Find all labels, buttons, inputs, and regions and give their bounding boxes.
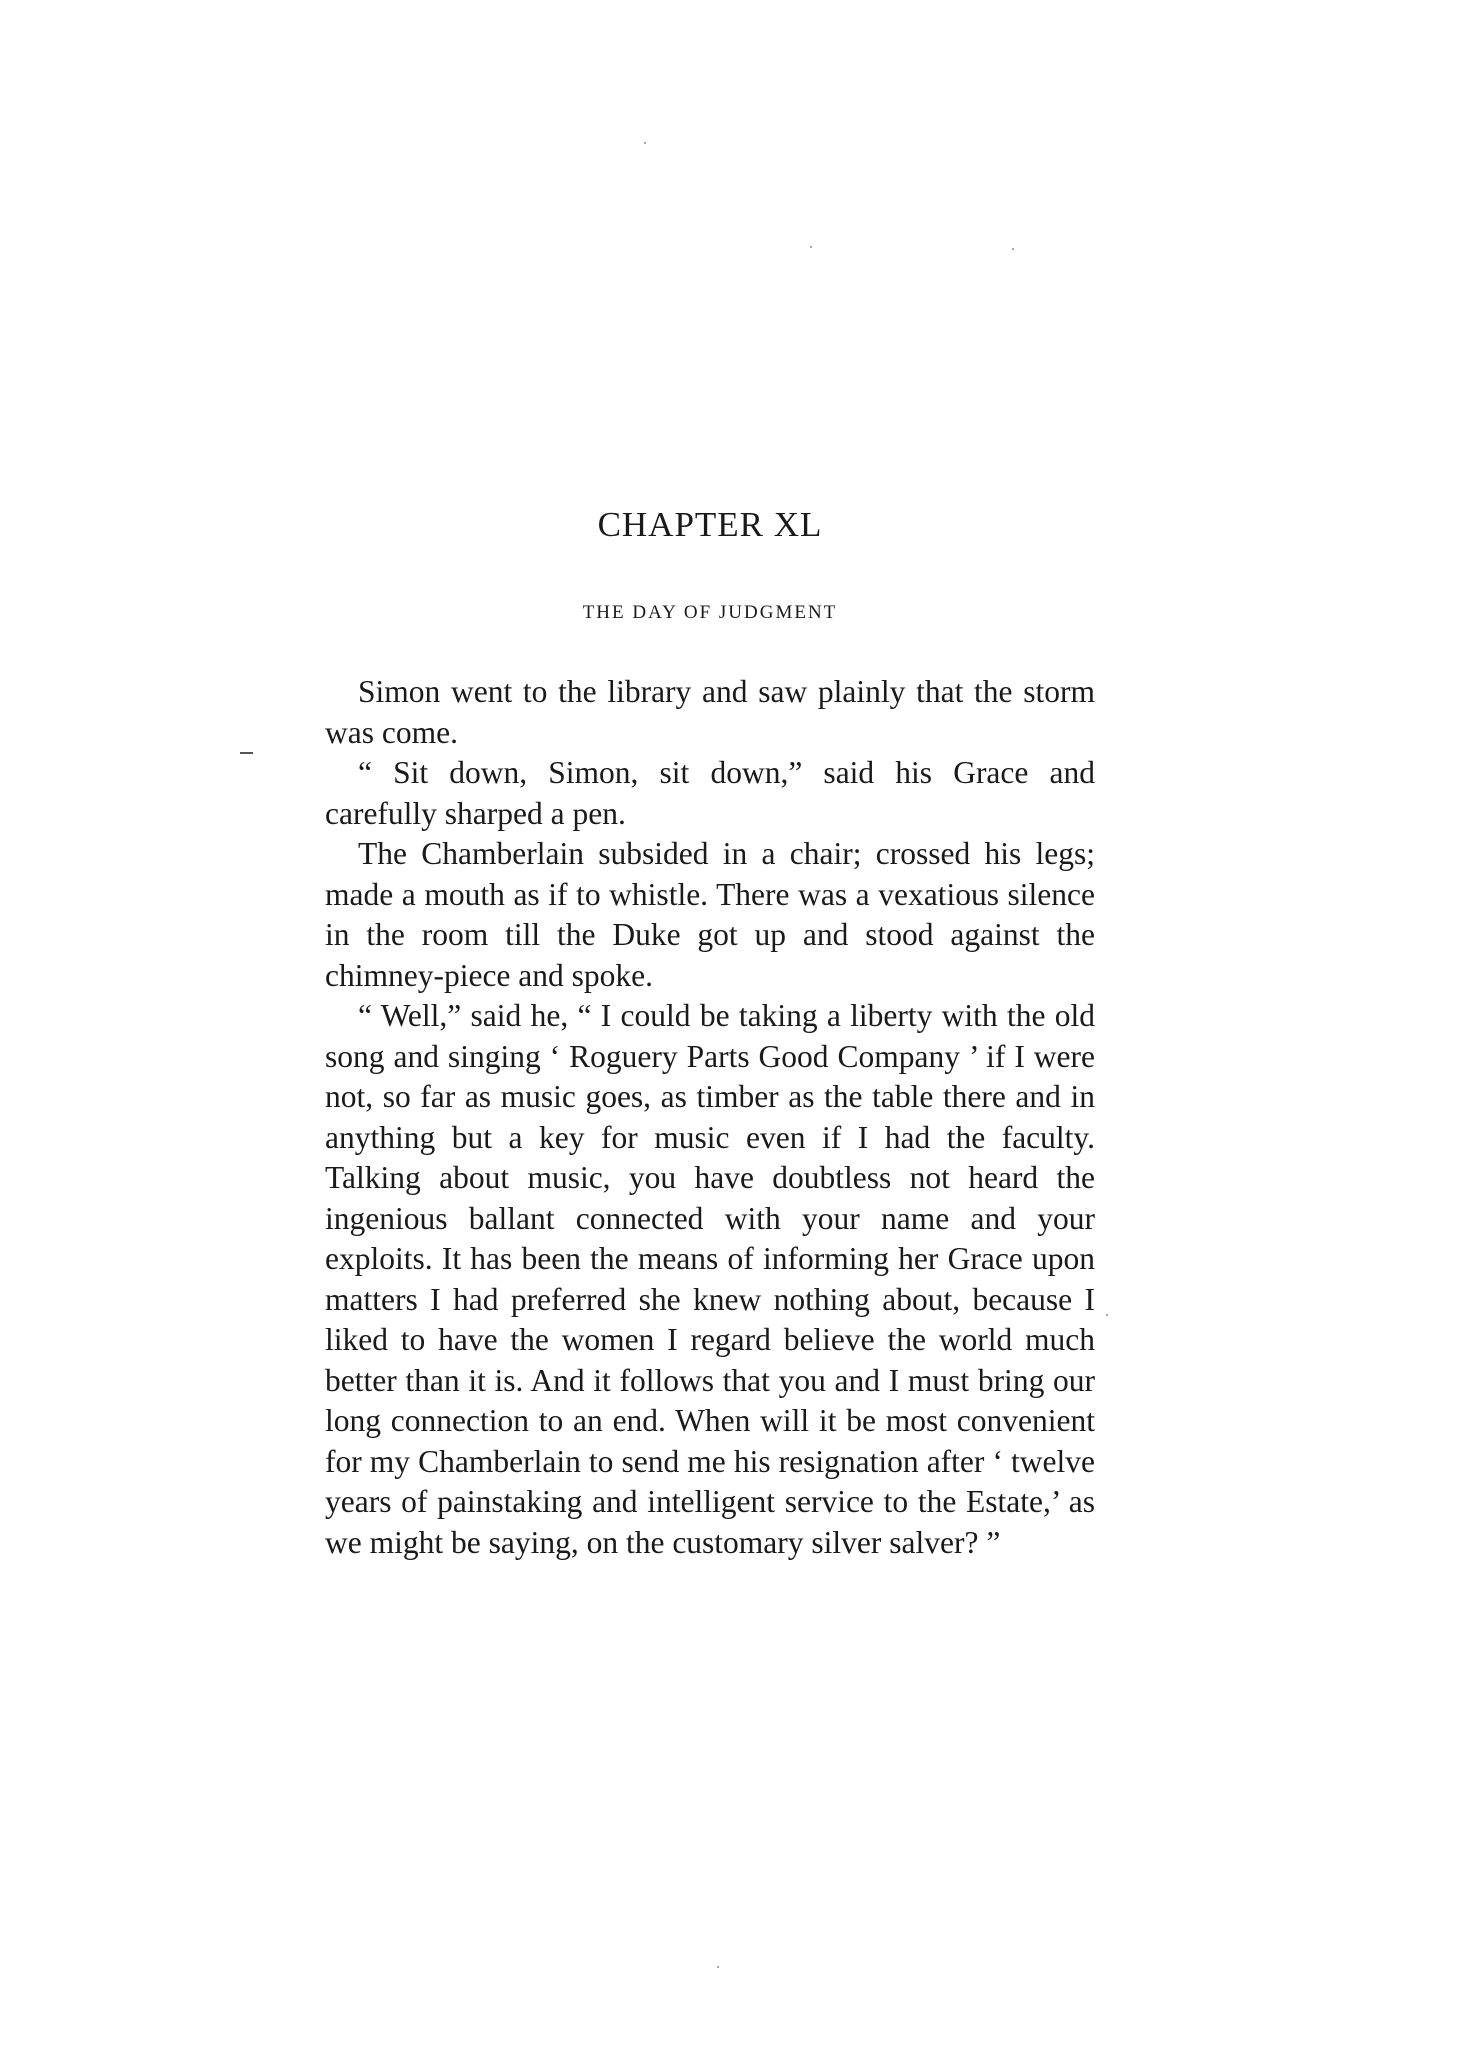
chapter-title: CHAPTER XL <box>597 505 823 544</box>
chapter-subtitle: THE DAY OF JUDGMENT <box>582 602 838 623</box>
paragraph: The Chamberlain subsided in a chair; crossed his legs; made a mouth as if to whistle. There was a vexatious silence in the room till the Duke got up and stood against the chimney-piece and spoke. <box>325 836 1095 993</box>
paragraph: “ Well,” said he, “ I could be taking a liberty with the old song and singing ‘ Roguery Parts Good Company ’ if I were not, so far as music goes, as timber as the table there and in anything but a key for music even if I had the faculty. Talking about music, you have doubtless not heard the ingenious ballant connected with your name and your exploits. It has been the means of informing her Grace upon matters I had preferred she knew nothing about, because I liked to have the women I regard believe the world much better than it is. And it follows that you and I must bring our long connection to an end. When will it be most convenient for my Chamberlain to send me his resignation after ‘ twelve years of painstaking and intelligent service to the Estate,’ as we might be saying, on the customary silver salver? ” <box>325 998 1095 1560</box>
paragraph: “ Sit down, Simon, sit down,” said his Grace and carefully sharped a pen. <box>325 755 1095 831</box>
page-speck <box>1106 1314 1108 1316</box>
page-speck <box>810 246 812 248</box>
page-speck <box>1012 248 1014 250</box>
page-speck <box>644 142 646 144</box>
page-speck <box>717 1966 719 1968</box>
paragraph: Simon went to the library and saw plainly that the storm was come. <box>325 674 1095 750</box>
margin-mark <box>240 752 253 754</box>
chapter-body <box>325 672 1095 1563</box>
